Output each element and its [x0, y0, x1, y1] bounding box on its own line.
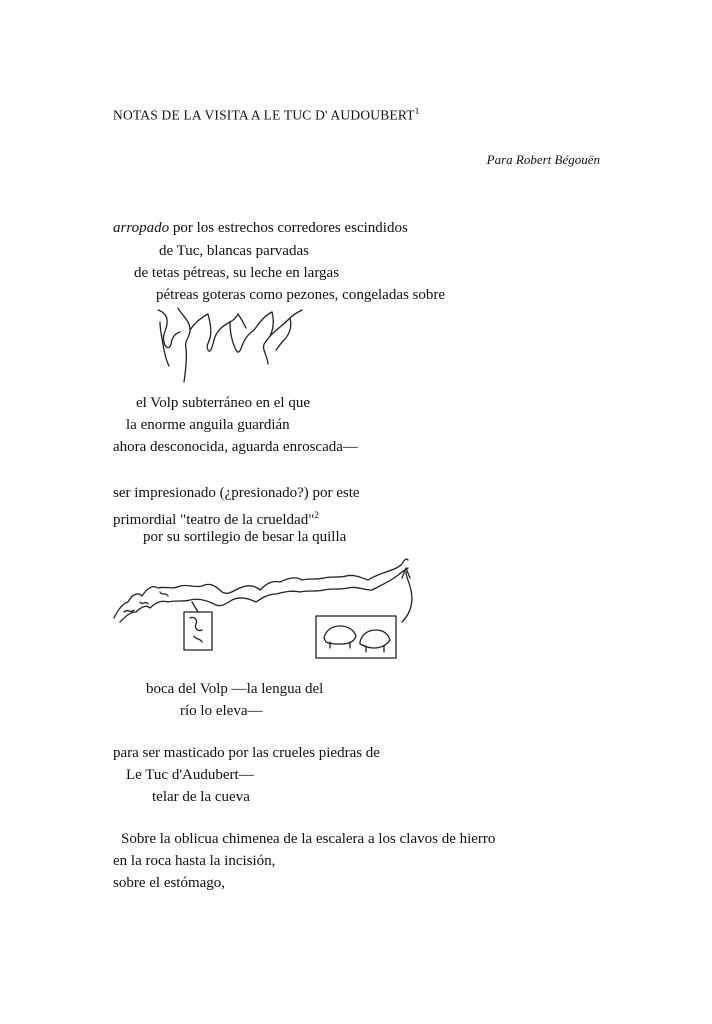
- stanza1-line4: pétreas goteras como pezones, congeladas sobre: [156, 287, 446, 303]
- stanza6-line1: Sobre la oblicua chimenea de la escalera a los clavos de hierro: [121, 831, 496, 847]
- stanza4-line1: boca del Volp —la lengua del: [146, 681, 324, 697]
- stanza2-line3: ahora desconocida, aguarda enroscada—: [113, 439, 358, 455]
- stanza1-line1-rest: por los estrechos corredores escindidos: [169, 220, 408, 236]
- stanza6-line2: en la roca hasta la incisión,: [113, 853, 276, 869]
- stanza5-line3: telar de la cueva: [152, 789, 250, 805]
- stanza3-line3: por su sortilegio de besar la quilla: [143, 529, 347, 545]
- stanza6-line3: sobre el estómago,: [113, 875, 226, 891]
- stanza2-line2: la enorme anguila guardián: [126, 417, 290, 433]
- poem-title: [113, 106, 419, 124]
- stanza2-line1: el Volp subterráneo en el que: [136, 395, 310, 411]
- dedication: Para Robert Bégouën: [486, 152, 600, 167]
- stalactite-drawing-icon: [150, 304, 310, 386]
- cave-map-drawing-icon: [110, 556, 430, 664]
- italic-word: arropado: [113, 220, 170, 236]
- stanza1-line2: de Tuc, blancas parvadas: [159, 243, 309, 259]
- stanza3-line2: [113, 506, 319, 529]
- stanza3-line1: ser impresionado (¿presionado?) por este: [113, 485, 360, 501]
- footnote-marker-2: 2: [314, 510, 319, 520]
- stanza1-line1: [113, 219, 408, 237]
- stanza3-line2-text: primordial "teatro de la crueldad": [113, 512, 315, 528]
- stanza4-line2: río lo eleva—: [180, 703, 263, 719]
- poem-title-text: NOTAS DE LA VISITA A LE TUC D' AUDOUBERT: [113, 107, 415, 123]
- stanza5-line1: para ser masticado por las crueles piedras de: [113, 745, 380, 761]
- stanza5-line2: Le Tuc d'Audubert—: [126, 767, 254, 783]
- title-footnote-marker: 1: [414, 106, 420, 116]
- stanza1-line3: de tetas pétreas, su leche en largas: [134, 265, 340, 281]
